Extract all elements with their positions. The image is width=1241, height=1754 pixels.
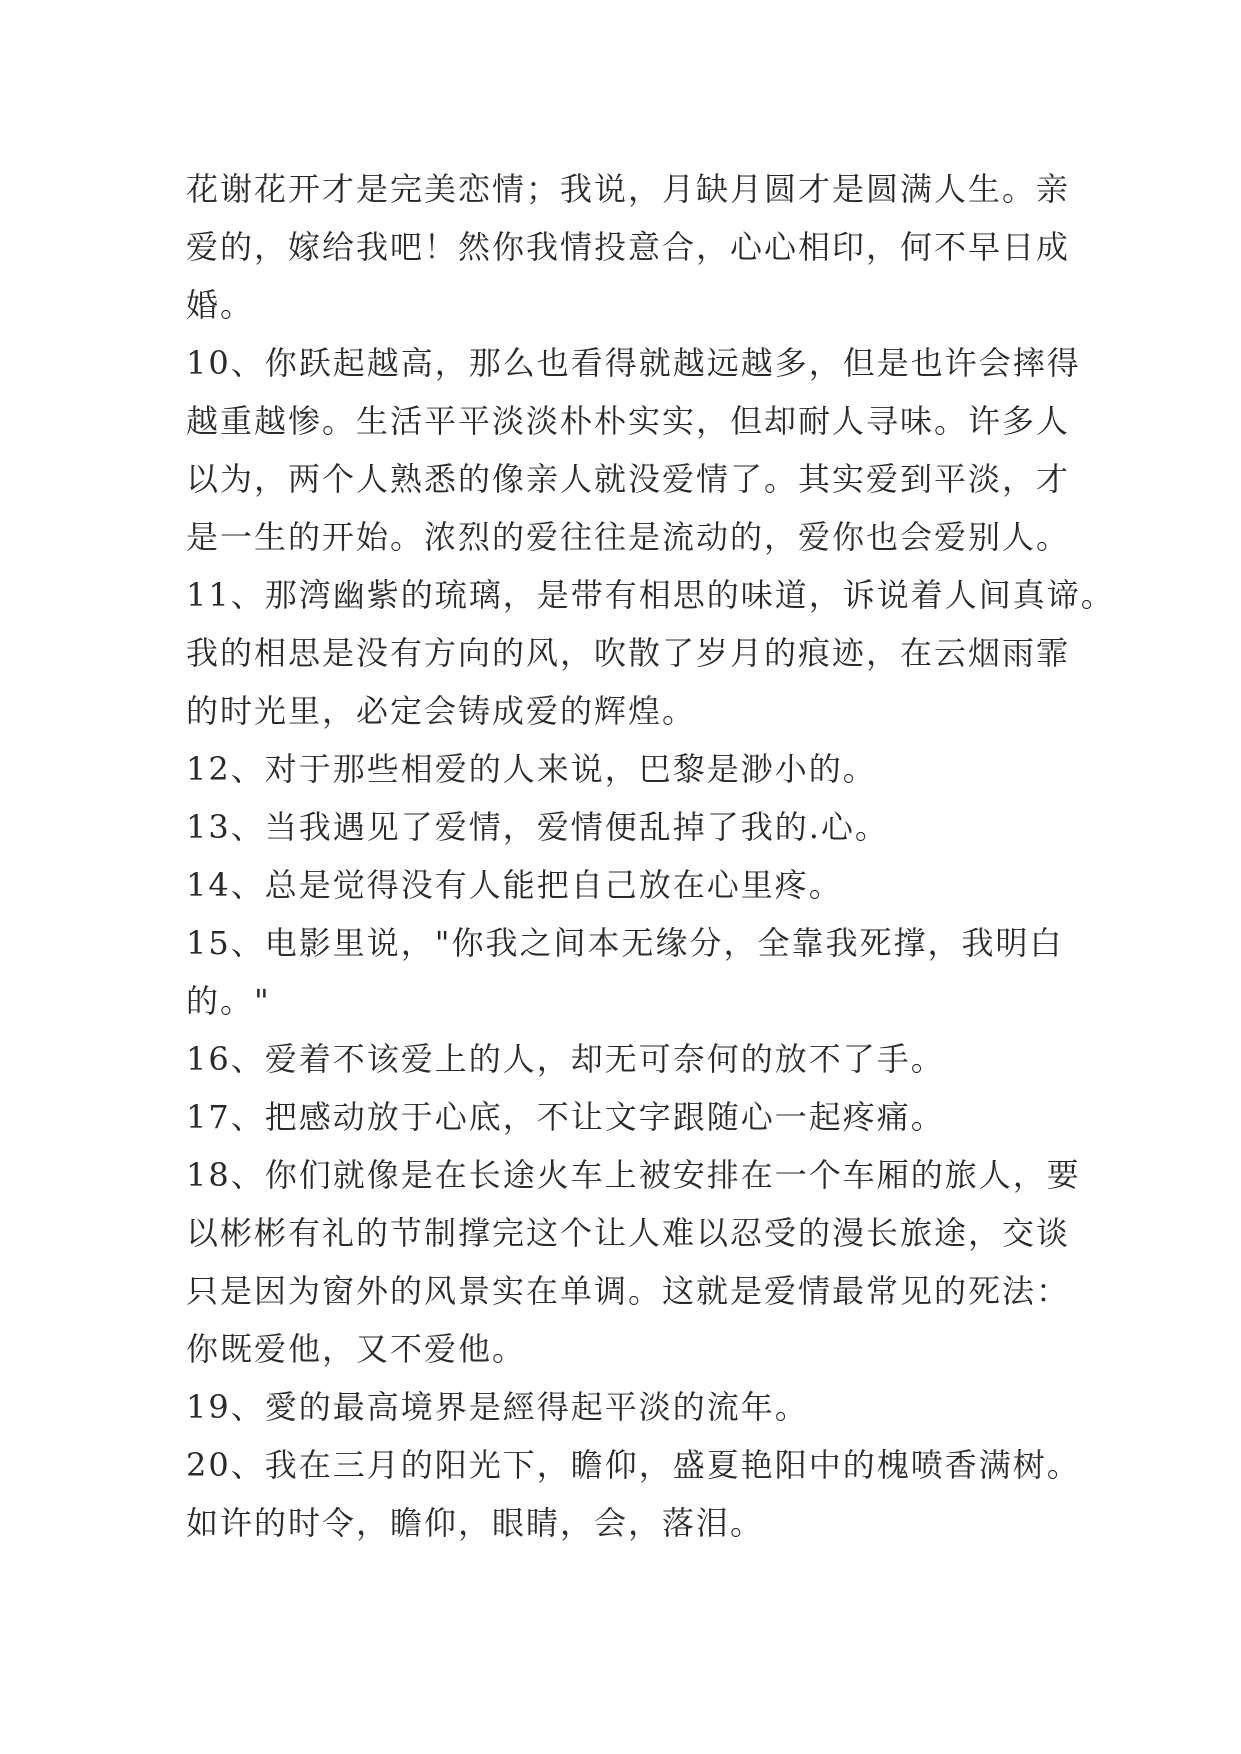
text-line: 11、那湾幽紫的琉璃，是带有相思的味道，诉说着人间真谛。 — [186, 576, 1115, 614]
text-line: 13、当我遇见了爱情，爱情便乱掉了我的.心。 — [186, 808, 889, 846]
text-line: 婚。 — [186, 286, 255, 324]
text-line: 花谢花开才是完美恋情；我说，月缺月圆才是圆满人生。亲 — [186, 170, 1071, 208]
text-line: 以彬彬有礼的节制撑完这个让人难以忍受的漫长旅途，交谈 — [186, 1214, 1071, 1252]
text-line: 18、你们就像是在长途火车上被安排在一个车厢的旅人，要 — [186, 1156, 1081, 1194]
text-line: 20、我在三月的阳光下，瞻仰，盛夏艳阳中的槐喷香满树。 — [186, 1446, 1081, 1484]
text-line: 15、电影里说，"你我之间本无缘分，全靠我死撑，我明白 — [186, 924, 1064, 962]
text-line: 16、爱着不该爱上的人，却无可奈何的放不了手。 — [186, 1040, 945, 1078]
text-line: 19、愛的最高境界是經得起平淡的流年。 — [186, 1388, 809, 1426]
text-line: 10、你跃起越高，那么也看得就越远越多，但是也许会摔得 — [186, 344, 1081, 382]
text-line: 的时光里，必定会铸成爱的辉煌。 — [186, 692, 697, 730]
text-line: 14、总是觉得没有人能把自己放在心里疼。 — [186, 866, 843, 904]
document-body — [186, 160, 1115, 1552]
text-line: 的。" — [186, 982, 271, 1020]
text-line: 是一生的开始。浓烈的爱往往是流动的，爱你也会爱别人。 — [186, 518, 1071, 556]
text-line: 17、把感动放于心底，不让文字跟随心一起疼痛。 — [186, 1098, 945, 1136]
text-line: 爱的，嫁给我吧！然你我情投意合，心心相印，何不早日成 — [186, 228, 1071, 266]
text-line: 12、对于那些相爱的人来说，巴黎是渺小的。 — [186, 750, 877, 788]
text-line: 只是因为窗外的风景实在单调。这就是爱情最常见的死法： — [186, 1272, 1071, 1310]
text-line: 如许的时令，瞻仰，眼睛，会，落泪。 — [186, 1504, 765, 1542]
text-line: 你既爱他，又不爱他。 — [186, 1330, 527, 1368]
text-line: 我的相思是没有方向的风，吹散了岁月的痕迹，在云烟雨霏 — [186, 634, 1071, 672]
text-line: 越重越惨。生活平平淡淡朴朴实实，但却耐人寻味。许多人 — [186, 402, 1071, 440]
text-line: 以为，两个人熟悉的像亲人就没爱情了。其实爱到平淡，才 — [186, 460, 1071, 498]
